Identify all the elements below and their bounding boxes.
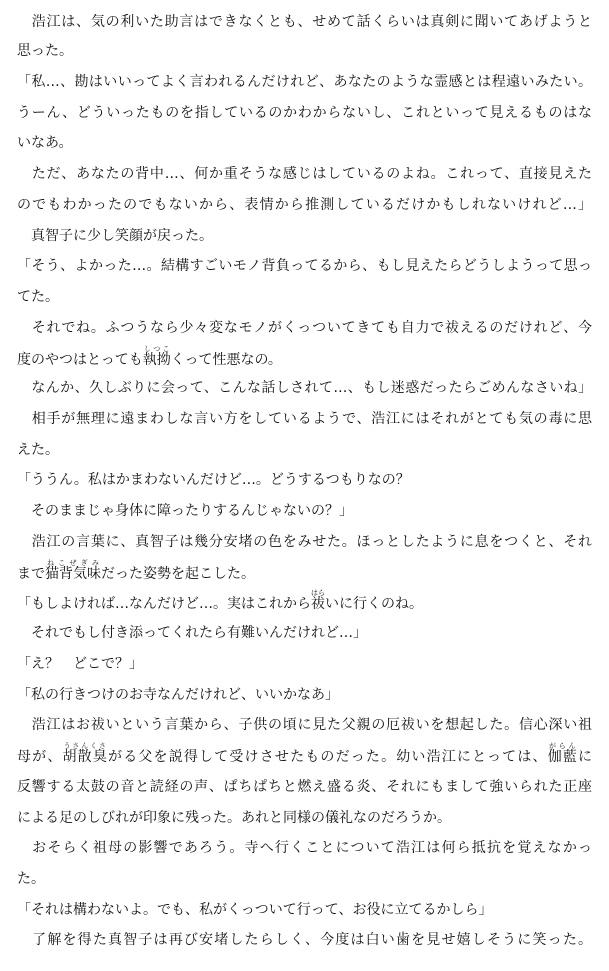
text-segment: だった姿勢を起こした。 [101, 566, 255, 582]
text-segment: まで [17, 566, 45, 582]
furigana: しつこ [142, 345, 171, 353]
furigana: ねこぜぎみ [45, 559, 101, 567]
text-line [17, 345, 592, 368]
text-segment: 度のやつはとっても [17, 352, 143, 368]
text-line: 了解を得た真智子は再び安堵したらしく、今度は白い歯を見せ嬉しそうに笑った。 [17, 932, 592, 948]
text-segment: くって性悪なの。 [170, 352, 282, 368]
ruby-base: 伽藍 [547, 749, 579, 765]
furigana: がらん [547, 742, 577, 750]
text-line [17, 589, 592, 612]
text-segment: 母が、 [17, 749, 63, 765]
text-line: 「え？ どこで？」 [17, 656, 143, 672]
text-line: た。 [17, 871, 45, 887]
ruby-word [142, 345, 171, 368]
text-line [17, 559, 592, 582]
text-line: 真智子に少し笑顔が戻った。 [17, 228, 213, 244]
text-line: 相手が無理に遠まわしな言い方をしているようで、浩江にはそれがとても気の毒に思 [17, 411, 592, 427]
text-line: てた。 [17, 289, 59, 305]
text-line [17, 742, 593, 765]
text-line: 「それは構わないよ。でも、私がくっついて行って、お役に立てるかしら」 [17, 902, 493, 918]
ruby-word [45, 559, 101, 582]
text-line: 「ううん。私はかまわないんだけど…。どうするつもりなの？ [17, 472, 410, 488]
text-line: えた。 [17, 442, 59, 458]
text-segment: 「もしよければ…なんだけど…。実はこれから [17, 596, 311, 612]
text-line: 浩江はお祓いという言葉から、子供の頃に見た父親の厄祓いを想起した。信心深い祖 [17, 717, 592, 733]
text-segment: いに行くのね。 [325, 596, 423, 612]
ruby-word [547, 742, 579, 765]
text-line: 浩江の言葉に、真智子は幾分安堵の色をみせた。ほっとしたように息をつくと、それ [17, 534, 592, 550]
text-line: 「私の行きつけのお寺なんだけれど、いいかなあ」 [17, 687, 339, 703]
text-line: それでもし付き添ってくれたら有難いんだけれど…」 [17, 625, 367, 641]
text-line: そのままじゃ身体に障ったりするんじゃないの？」 [17, 503, 353, 519]
text-line: うーん、どういったものを指しているのかわからないし、これといって見えるものはな [17, 105, 592, 121]
text-line: 反響する太鼓の音と読経の声、ぱちぱちと燃え盛る炎、それにもまして強いられた正座 [17, 779, 592, 795]
furigana: はら [311, 589, 325, 597]
ruby-base: 執拗 [142, 352, 171, 368]
furigana: うさんくさ [62, 742, 107, 750]
ruby-word [62, 742, 109, 765]
text-line: なんか、久しぶりに会って、こんな話しされて…、もし迷惑だったらごめんなさいね」 [17, 380, 592, 396]
text-segment: がる父を説得して受けさせたものだった。幼い浩江にとっては、 [108, 749, 548, 765]
text-line: おそらく祖母の影響であろう。寺へ行くことについて浩江は何ら抵抗を覚えなかっ [17, 840, 592, 856]
text-line: ただ、あなたの背中…、何か重そうな感じはしているのよね。これって、直接見えた [17, 166, 592, 182]
text-segment: に [578, 749, 593, 765]
ruby-word [311, 589, 325, 612]
text-line: いなあ。 [17, 135, 73, 151]
text-line: 「私…、勘はいいってよく言われるんだけれど、あなたのような霊感とは程遠いみたい。 [17, 74, 592, 90]
text-line: 「そう、よかった…。結構すごいモノ背負ってるから、もし見えたらどうしようって思っ [17, 258, 592, 274]
text-line: 浩江は、気の利いた助言はできなくとも、せめて話くらいは真剣に聞いてあげようと [17, 14, 592, 30]
ruby-base: 猫背気味 [45, 566, 101, 582]
text-line: のでもわかったのでもないから、表情から推測しているだけかもしれないけれど…」 [17, 197, 592, 213]
ruby-base: 祓 [311, 596, 325, 612]
text-line: による足のしびれが印象に残った。あれと同様の儀礼なのだろうか。 [17, 810, 451, 826]
text-line: 思った。 [17, 43, 73, 59]
ruby-base: 胡散臭 [62, 749, 109, 765]
text-line: それでね。ふつうなら少々変なモノがくっついてきても自力で祓えるのだけれど、今 [17, 320, 592, 336]
